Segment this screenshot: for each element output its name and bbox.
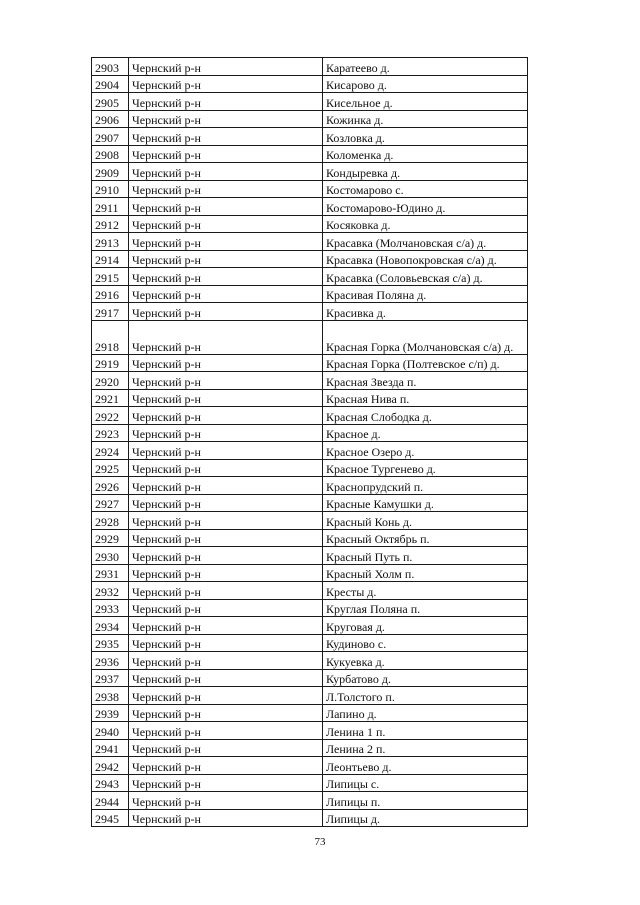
settlement-name-cell: Лапино д. [323,704,528,722]
settlement-name-cell: Каратеево д. [323,58,528,76]
settlement-name-cell: Красивка д. [323,303,528,321]
settlement-name-cell: Леонтьево д. [323,757,528,775]
table-row [92,669,528,687]
row-number-cell: 2918 [92,320,129,354]
settlement-name-cell: Курбатово д. [323,669,528,687]
table-row [92,198,528,216]
district-cell: Чернский р-н [129,652,323,670]
district-cell: Чернский р-н [129,687,323,705]
settlement-name-cell: Красавка (Молчановская с/а) д. [323,233,528,251]
row-number-cell: 2936 [92,652,129,670]
district-cell: Чернский р-н [129,564,323,582]
table-row [92,58,528,76]
row-number-cell: 2923 [92,424,129,442]
table-row [92,407,528,425]
table-row [92,529,528,547]
table-row [92,617,528,635]
row-number-cell: 2914 [92,250,129,268]
row-number-cell: 2926 [92,477,129,495]
row-number-cell: 2933 [92,599,129,617]
district-cell: Чернский р-н [129,512,323,530]
settlement-name-cell: Красная Звезда п. [323,372,528,390]
settlement-name-cell: Красный Холм п. [323,564,528,582]
settlement-name-cell: Красная Слободка д. [323,407,528,425]
row-number-cell: 2940 [92,722,129,740]
district-cell: Чернский р-н [129,547,323,565]
district-cell: Чернский р-н [129,722,323,740]
row-number-cell: 2916 [92,285,129,303]
district-cell: Чернский р-н [129,477,323,495]
table-row [92,757,528,775]
table-row [92,303,528,321]
row-number-cell: 2909 [92,163,129,181]
settlement-name-cell: Л.Толстого п. [323,687,528,705]
district-cell: Чернский р-н [129,407,323,425]
settlement-name-cell: Косяковка д. [323,215,528,233]
settlement-name-cell: Костомарово-Юдино д. [323,198,528,216]
row-number-cell: 2938 [92,687,129,705]
settlement-name-cell: Красная Нива п. [323,389,528,407]
row-number-cell: 2924 [92,442,129,460]
settlement-name-cell: Козловка д. [323,128,528,146]
district-cell: Чернский р-н [129,250,323,268]
settlement-name-cell: Липицы п. [323,792,528,810]
row-number-cell: 2935 [92,634,129,652]
district-cell: Чернский р-н [129,634,323,652]
table-row [92,442,528,460]
district-cell: Чернский р-н [129,599,323,617]
table-row [92,494,528,512]
table-row [92,582,528,600]
table-row [92,809,528,827]
table-row [92,792,528,810]
table-row [92,687,528,705]
district-cell: Чернский р-н [129,320,323,354]
table-row [92,215,528,233]
row-number-cell: 2934 [92,617,129,635]
table-row [92,354,528,372]
district-cell: Чернский р-н [129,424,323,442]
settlement-name-cell: Красавка (Новопокровская с/а) д. [323,250,528,268]
row-number-cell: 2915 [92,268,129,286]
table-row [92,372,528,390]
district-cell: Чернский р-н [129,58,323,76]
settlement-name-cell: Коломенка д. [323,145,528,163]
district-cell: Чернский р-н [129,372,323,390]
row-number-cell: 2920 [92,372,129,390]
district-cell: Чернский р-н [129,494,323,512]
settlement-name-cell: Кудиново с. [323,634,528,652]
row-number-cell: 2932 [92,582,129,600]
settlement-name-cell: Красный Конь д. [323,512,528,530]
district-cell: Чернский р-н [129,704,323,722]
row-number-cell: 2942 [92,757,129,775]
table-row [92,739,528,757]
district-cell: Чернский р-н [129,233,323,251]
table-row [92,459,528,477]
row-number-cell: 2906 [92,110,129,128]
row-number-cell: 2903 [92,58,129,76]
row-number-cell: 2937 [92,669,129,687]
row-number-cell: 2927 [92,494,129,512]
settlement-name-cell: Красное Озеро д. [323,442,528,460]
settlement-name-cell: Липицы д. [323,809,528,827]
table-row [92,145,528,163]
row-number-cell: 2945 [92,809,129,827]
page-number: 73 [314,836,326,848]
district-cell: Чернский р-н [129,198,323,216]
settlement-name-cell: Липицы с. [323,774,528,792]
settlement-name-cell: Кисарово д. [323,75,528,93]
table-row [92,180,528,198]
settlement-name-cell: Красная Горка (Молчановская с/а) д. [323,320,528,354]
table-row [92,268,528,286]
district-cell: Чернский р-н [129,268,323,286]
row-number-cell: 2931 [92,564,129,582]
district-cell: Чернский р-н [129,774,323,792]
district-cell: Чернский р-н [129,669,323,687]
district-cell: Чернский р-н [129,757,323,775]
district-cell: Чернский р-н [129,303,323,321]
district-cell: Чернский р-н [129,529,323,547]
table-row [92,93,528,111]
row-number-cell: 2911 [92,198,129,216]
settlement-name-cell: Круговая д. [323,617,528,635]
district-cell: Чернский р-н [129,459,323,477]
table-row [92,634,528,652]
district-cell: Чернский р-н [129,180,323,198]
district-cell: Чернский р-н [129,145,323,163]
row-number-cell: 2939 [92,704,129,722]
district-cell: Чернский р-н [129,75,323,93]
table-row [92,564,528,582]
district-cell: Чернский р-н [129,442,323,460]
settlement-name-cell: Кресты д. [323,582,528,600]
settlement-name-cell: Красные Камушки д. [323,494,528,512]
settlement-name-cell: Красавка (Соловьевская с/а) д. [323,268,528,286]
settlement-name-cell: Красная Горка (Полтевское с/п) д. [323,354,528,372]
row-number-cell: 2941 [92,739,129,757]
row-number-cell: 2908 [92,145,129,163]
table-row [92,75,528,93]
district-cell: Чернский р-н [129,582,323,600]
table-row [92,233,528,251]
table-row [92,110,528,128]
table-row [92,652,528,670]
table-row [92,774,528,792]
settlement-name-cell: Кисельное д. [323,93,528,111]
row-number-cell: 2930 [92,547,129,565]
settlement-name-cell: Красное д. [323,424,528,442]
table-row [92,424,528,442]
settlement-name-cell: Красный Путь п. [323,547,528,565]
row-number-cell: 2919 [92,354,129,372]
settlements-table [91,57,528,827]
settlement-name-cell: Кожинка д. [323,110,528,128]
settlement-name-cell: Круглая Поляна п. [323,599,528,617]
settlements-table-body [92,58,528,827]
settlement-name-cell: Ленина 2 п. [323,739,528,757]
district-cell: Чернский р-н [129,285,323,303]
row-number-cell: 2921 [92,389,129,407]
table-row [92,547,528,565]
row-number-cell: 2944 [92,792,129,810]
district-cell: Чернский р-н [129,389,323,407]
table-row [92,704,528,722]
row-number-cell: 2904 [92,75,129,93]
row-number-cell: 2928 [92,512,129,530]
district-cell: Чернский р-н [129,809,323,827]
row-number-cell: 2907 [92,128,129,146]
row-number-cell: 2929 [92,529,129,547]
settlement-name-cell: Краснопрудский п. [323,477,528,495]
district-cell: Чернский р-н [129,215,323,233]
table-row [92,512,528,530]
table-row [92,599,528,617]
table-row [92,285,528,303]
table-row [92,128,528,146]
district-cell: Чернский р-н [129,354,323,372]
settlement-name-cell: Костомарово с. [323,180,528,198]
row-number-cell: 2943 [92,774,129,792]
settlement-name-cell: Красивая Поляна д. [323,285,528,303]
district-cell: Чернский р-н [129,163,323,181]
district-cell: Чернский р-н [129,93,323,111]
settlement-name-cell: Красное Тургенево д. [323,459,528,477]
district-cell: Чернский р-н [129,792,323,810]
settlement-name-cell: Кукуевка д. [323,652,528,670]
table-row [92,250,528,268]
table-row [92,163,528,181]
district-cell: Чернский р-н [129,739,323,757]
table-row [92,722,528,740]
row-number-cell: 2917 [92,303,129,321]
row-number-cell: 2912 [92,215,129,233]
row-number-cell: 2925 [92,459,129,477]
table-row [92,320,528,354]
settlement-name-cell: Ленина 1 п. [323,722,528,740]
district-cell: Чернский р-н [129,617,323,635]
row-number-cell: 2905 [92,93,129,111]
row-number-cell: 2910 [92,180,129,198]
table-row [92,389,528,407]
row-number-cell: 2922 [92,407,129,425]
settlement-name-cell: Кондыревка д. [323,163,528,181]
district-cell: Чернский р-н [129,110,323,128]
district-cell: Чернский р-н [129,128,323,146]
row-number-cell: 2913 [92,233,129,251]
table-row [92,477,528,495]
settlement-name-cell: Красный Октябрь п. [323,529,528,547]
